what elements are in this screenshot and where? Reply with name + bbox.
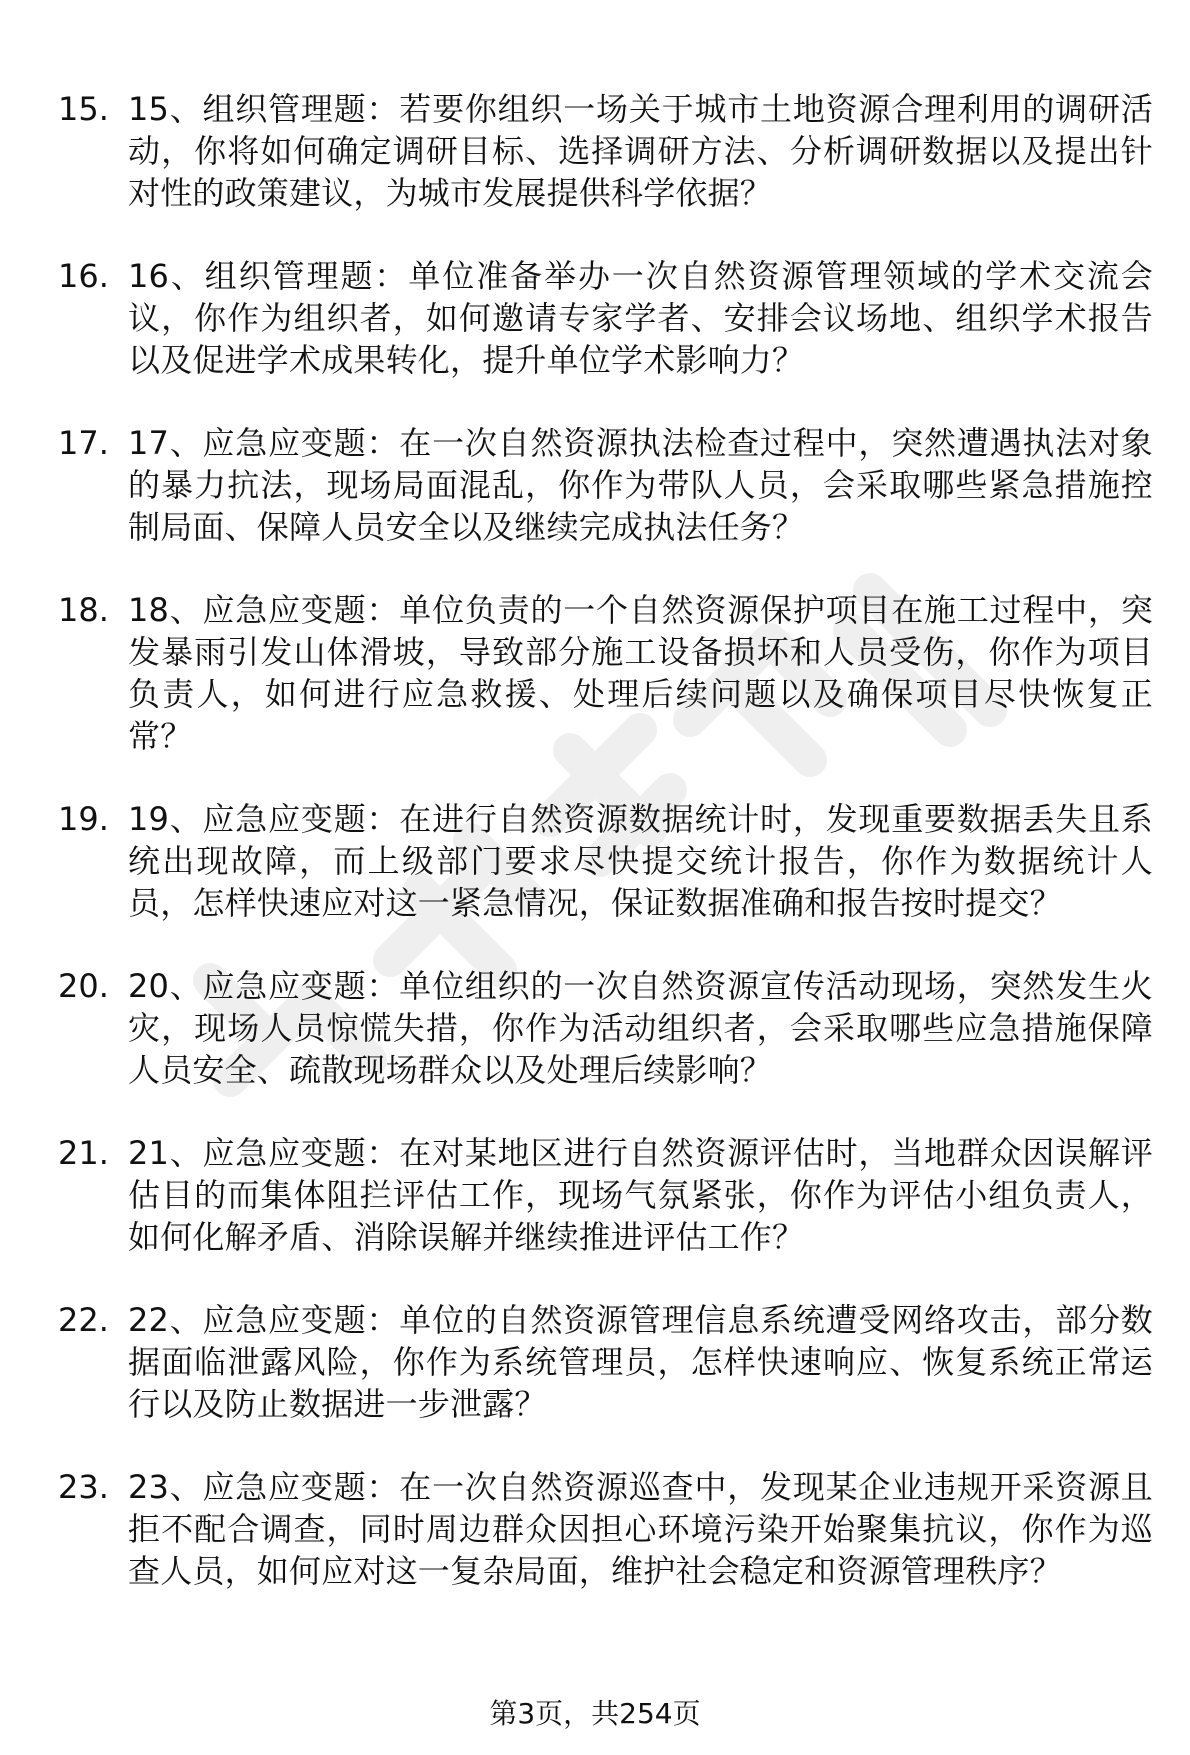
question-text: 16、组织管理题：单位准备举办一次自然资源管理领域的学术交流会议，你作为组织者，如何邀请专家学者、安排会议场地、组织学术报告以及促进学术成果转化，提升单位学术影响力？ bbox=[128, 257, 1153, 379]
question-number: 20. bbox=[58, 967, 109, 1005]
question-number: 17. bbox=[58, 424, 109, 462]
question-item-16 bbox=[58, 255, 1153, 381]
question-text: 23、应急应变题：在一次自然资源巡查中，发现某企业违规开采资源且拒不配合调查，同时周边群众因担心环境污染开始聚集抗议，你作为巡查人员，如何应对这一复杂局面，维护社会稳定和资源管理秩序？ bbox=[128, 1468, 1153, 1590]
question-text: 21、应急应变题：在对某地区进行自然资源评估时，当地群众因误解评估目的而集体阻拦评估工作，现场气氛紧张，你作为评估小组负责人，如何化解矛盾、消除误解并继续推进评估工作？ bbox=[128, 1134, 1153, 1256]
question-text: 18、应急应变题：单位负责的一个自然资源保护项目在施工过程中，突发暴雨引发山体滑坡，导致部分施工设备损坏和人员受伤，你作为项目负责人，如何进行应急救援、处理后续问题以及确保项目尽快恢复正常？ bbox=[128, 591, 1153, 755]
question-text: 17、应急应变题：在一次自然资源执法检查过程中，突然遭遇执法对象的暴力抗法，现场局面混乱，你作为带队人员，会采取哪些紧急措施控制局面、保障人员安全以及继续完成执法任务？ bbox=[128, 424, 1153, 546]
question-item-22 bbox=[58, 1299, 1153, 1425]
question-list bbox=[58, 88, 1153, 1633]
question-number: 22. bbox=[58, 1301, 109, 1339]
question-text: 20、应急应变题：单位组织的一次自然资源宣传活动现场，突然发生火灾，现场人员惊慌失措，你作为活动组织者，会采取哪些应急措施保障人员安全、疏散现场群众以及处理后续影响？ bbox=[128, 967, 1153, 1089]
question-item-21 bbox=[58, 1132, 1153, 1258]
question-text: 22、应急应变题：单位的自然资源管理信息系统遭受网络攻击，部分数据面临泄露风险，你作为系统管理员，怎样快速响应、恢复系统正常运行以及防止数据进一步泄露？ bbox=[128, 1301, 1153, 1423]
question-item-23 bbox=[58, 1466, 1153, 1592]
question-number: 16. bbox=[58, 257, 109, 295]
question-number: 18. bbox=[58, 591, 109, 629]
question-number: 15. bbox=[58, 90, 109, 128]
question-text: 19、应急应变题：在进行自然资源数据统计时，发现重要数据丢失且系统出现故障，而上级部门要求尽快提交统计报告，你作为数据统计人员，怎样快速应对这一紧急情况，保证数据准确和报告按时提交？ bbox=[128, 800, 1153, 922]
question-number: 21. bbox=[58, 1134, 109, 1172]
question-item-19 bbox=[58, 798, 1153, 924]
question-item-17 bbox=[58, 422, 1153, 548]
question-number: 23. bbox=[58, 1468, 109, 1506]
page-number-footer: 第3页，共254页 bbox=[489, 1697, 701, 1730]
question-number: 19. bbox=[58, 800, 109, 838]
question-text: 15、组织管理题：若要你组织一场关于城市土地资源合理利用的调研活动，你将如何确定调研目标、选择调研方法、分析调研数据以及提出针对性的政策建议，为城市发展提供科学依据？ bbox=[128, 90, 1153, 212]
question-item-18 bbox=[58, 589, 1153, 757]
question-item-15 bbox=[58, 88, 1153, 214]
question-item-20 bbox=[58, 965, 1153, 1091]
